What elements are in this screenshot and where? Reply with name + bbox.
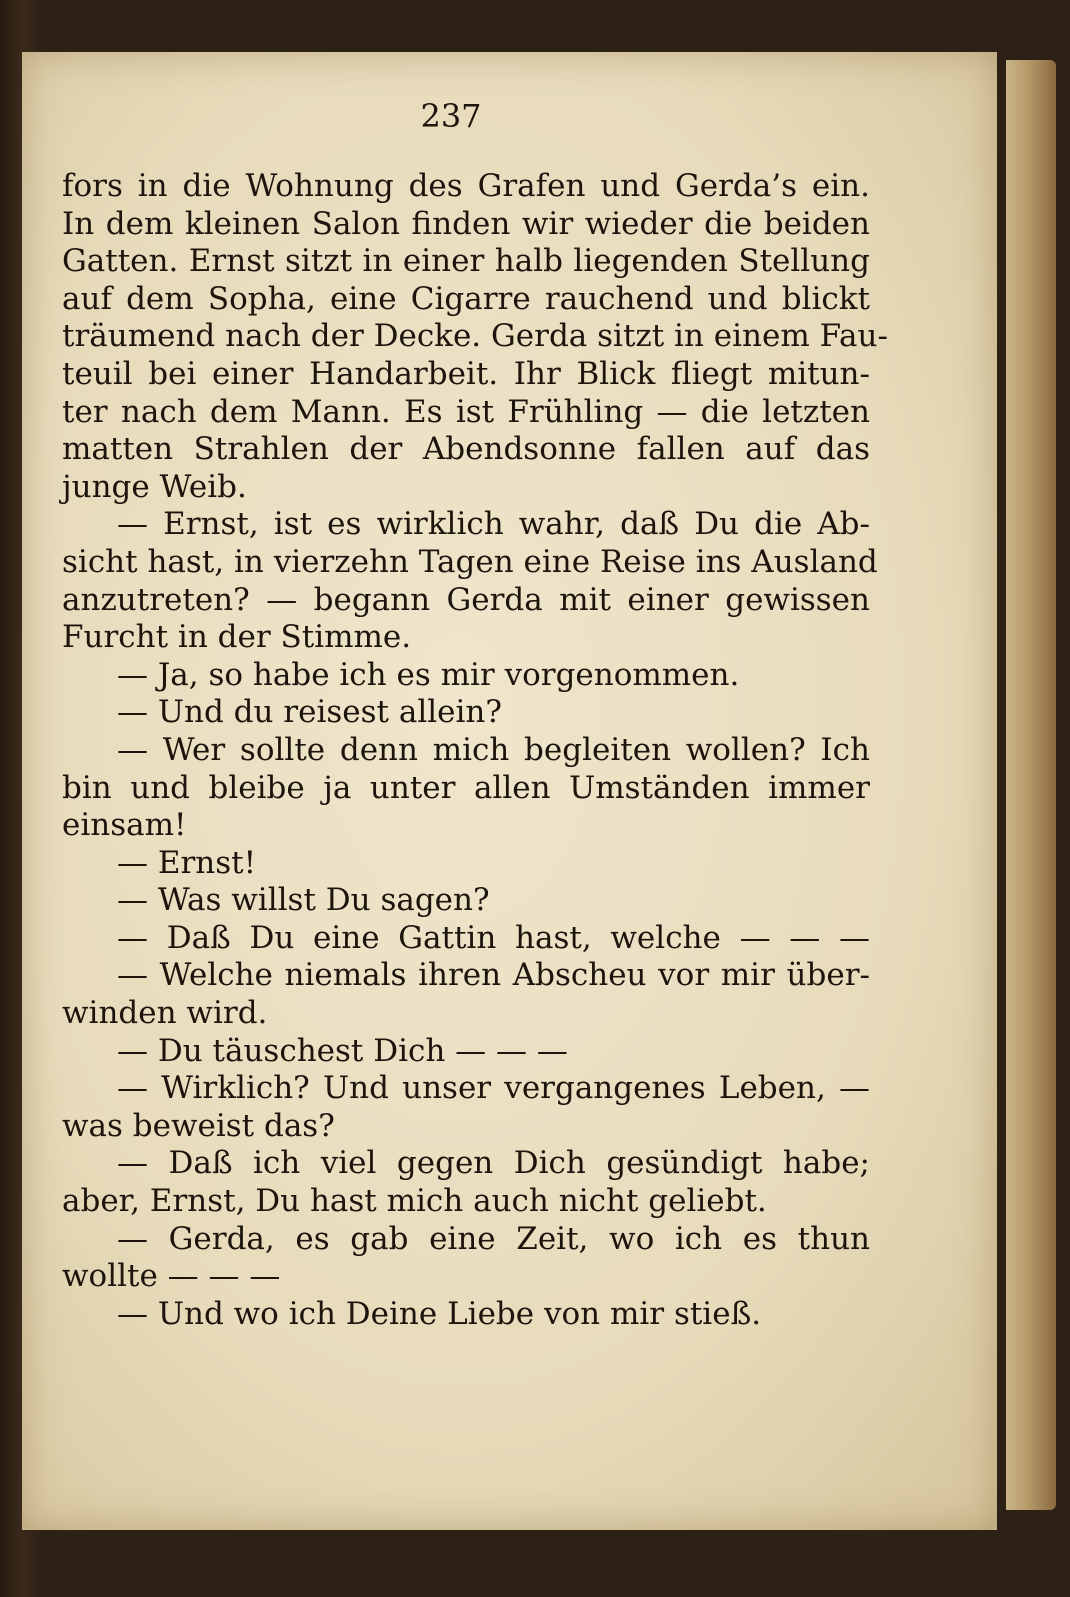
text-lines: [62, 168, 888, 1333]
page-edge: [1006, 60, 1056, 1510]
text-line: In dem kleinen Salon finden wir wieder die beiden: [62, 205, 870, 242]
text-line: was beweist das?: [62, 1107, 335, 1144]
text-line: Gatten. Ernst sitzt in einer halb liegenden Stellung: [62, 243, 870, 280]
text-line: sicht hast, in vierzehn Tagen eine Reise ins Ausland: [62, 543, 878, 580]
text-line: — Was willst Du sagen?: [117, 882, 490, 919]
text-line: — Welche niemals ihren Abscheu vor mir über-: [117, 957, 870, 994]
text-line: — Ernst, ist es wirklich wahr, daß Du die Ab-: [117, 506, 870, 543]
text-line: — Du täuschest Dich — — —: [117, 1032, 568, 1069]
text-line: aber, Ernst, Du hast mich auch nicht geliebt.: [62, 1183, 767, 1220]
text-line: bin und bleibe ja unter allen Umständen immer: [62, 769, 870, 806]
text-line: teuil bei einer Handarbeit. Ihr Blick fliegt mitun-: [62, 355, 870, 392]
text-line: — Ja, so habe ich es mir vorgenommen.: [117, 656, 740, 693]
text-line: — Daß ich viel gegen Dich gesündigt habe;: [117, 1145, 870, 1182]
text-line: ter nach dem Mann. Es ist Frühling — die letzten: [62, 393, 870, 430]
text-line: wollte — — —: [62, 1258, 281, 1295]
text-line: winden wird.: [62, 995, 268, 1032]
text-line: anzutreten? — begann Gerda mit einer gewissen: [62, 581, 870, 618]
text-line: junge Weib.: [62, 468, 247, 505]
text-line: — Und du reisest allein?: [117, 694, 503, 731]
text-line: — Ernst!: [117, 844, 257, 881]
text-line: Furcht in der Stimme.: [62, 619, 412, 656]
text-line: matten Strahlen der Abendsonne fallen auf das: [62, 431, 870, 468]
text-line: — Und wo ich Deine Liebe von mir stieß.: [117, 1295, 762, 1332]
page-text: [62, 96, 888, 1333]
text-line: — Wirklich? Und unser vergangenes Leben, —: [117, 1070, 870, 1107]
text-line: fors in die Wohnung des Grafen und Gerda’s ein.: [62, 168, 870, 204]
page-number: 237: [420, 97, 482, 135]
text-line: träumend nach der Decke. Gerda sitzt in einem Fau-: [62, 318, 888, 355]
text-line: einsam!: [62, 807, 187, 844]
text-line: — Wer sollte denn mich begleiten wollen? Ich: [117, 731, 870, 768]
text-line: auf dem Sopha, eine Cigarre rauchend und blickt: [62, 280, 870, 317]
text-line: — Gerda, es gab eine Zeit, wo ich es thun: [117, 1220, 870, 1257]
text-line: — Daß Du eine Gattin hast, welche — — —: [117, 919, 870, 956]
